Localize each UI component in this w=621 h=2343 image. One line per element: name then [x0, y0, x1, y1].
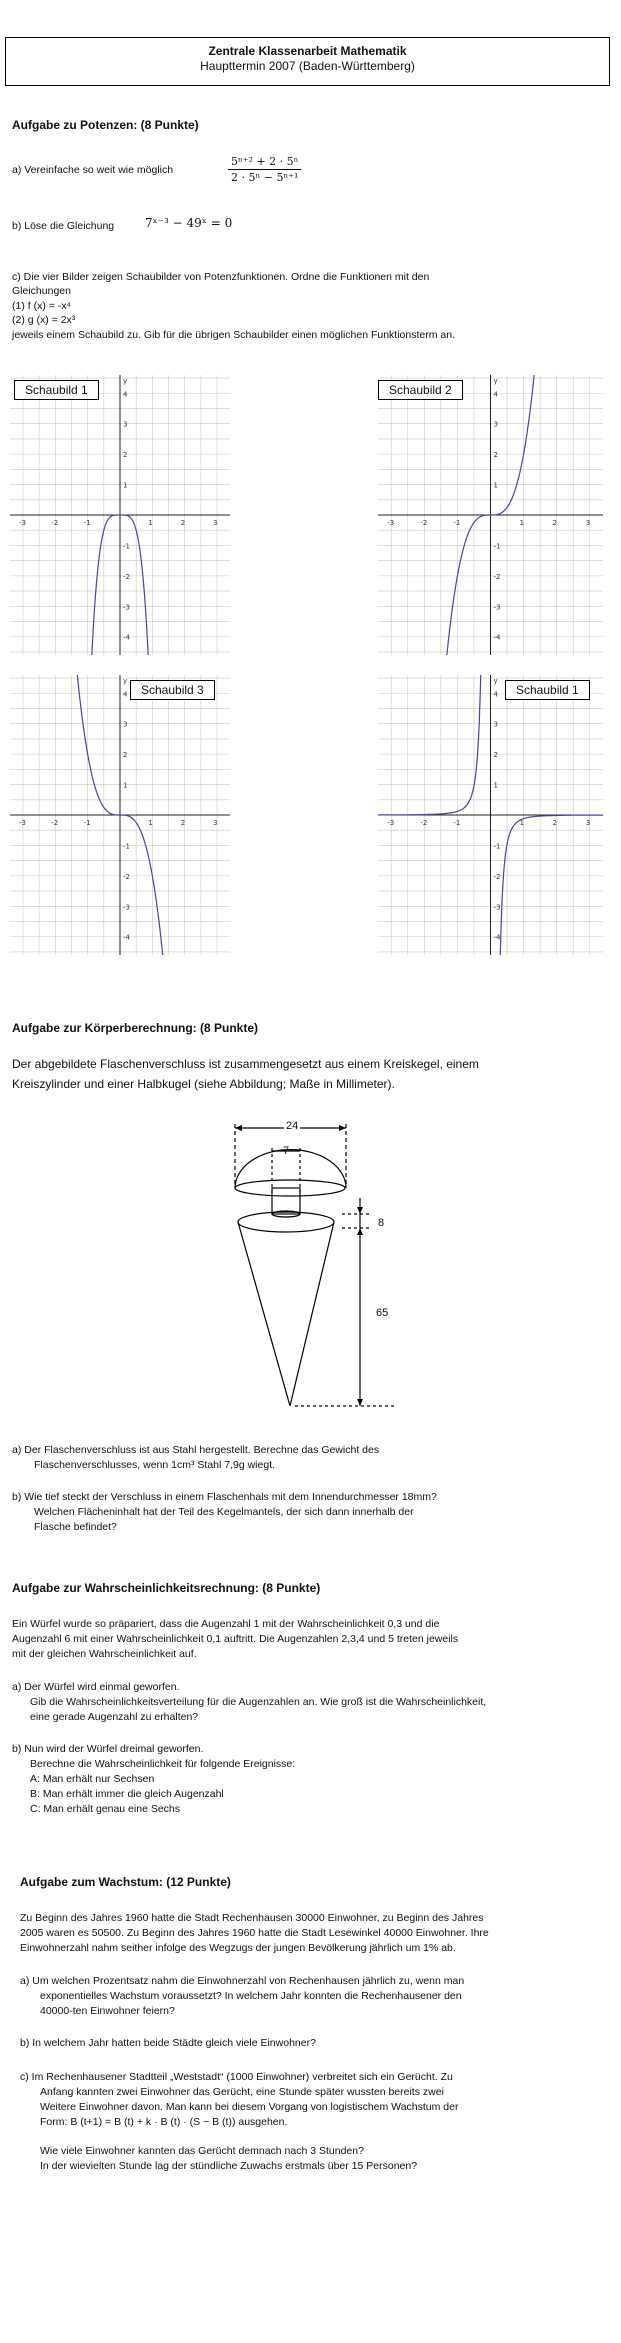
- x-tick-label: -1: [83, 819, 91, 827]
- x-tick-label: -2: [51, 819, 59, 827]
- dim-24: 24: [286, 1120, 299, 1132]
- ws-b-line4: B: Man erhält immer die gleich Augenzahl: [30, 1788, 224, 1800]
- y-tick-label: 4: [123, 390, 128, 399]
- header-box: [5, 37, 610, 86]
- y-tick-label: -1: [493, 542, 501, 551]
- x-tick-label: 3: [585, 819, 591, 827]
- fraction-denominator: 2 · 5ⁿ − 5ⁿ⁺¹: [231, 171, 299, 184]
- y-axis-label: y: [493, 377, 498, 385]
- potenzen-c-line1: c) Die vier Bilder zeigen Schaubilder von Potenzfunktionen. Ordne die Funktionen mit den: [12, 271, 430, 283]
- y-tick-label: -4: [123, 933, 130, 942]
- plot-schaubild-1: [10, 375, 230, 655]
- koerper-intro-1: Der abgebildete Flaschenverschluss ist zusammengesetzt aus einem Kreiskegel, einem: [12, 1057, 479, 1071]
- ws-intro-1: Ein Würfel wurde so präpariert, dass die Augenzahl 1 mit der Wahrscheinlichkeit 0,3 und die: [12, 1618, 440, 1630]
- potenzen-c-f2: (2) g (x) = 2x³: [12, 314, 76, 326]
- potenzen-c-line2: Gleichungen: [12, 285, 71, 297]
- y-tick-label: 4: [123, 690, 128, 699]
- y-tick-label: -1: [123, 842, 130, 851]
- potenzen-b-equation: 7ˣ⁻³ − 49ˣ = 0: [145, 216, 233, 230]
- x-tick-label: -2: [420, 519, 428, 527]
- fraction-numerator: 5ⁿ⁺² + 2 · 5ⁿ: [228, 155, 301, 170]
- x-tick-label: 2: [552, 819, 558, 827]
- graph-label-2: Schaubild 2: [378, 380, 463, 400]
- graph-label-3: Schaubild 3: [130, 680, 215, 700]
- ws-a-line1: a) Der Würfel wird einmal geworfen.: [12, 1681, 180, 1693]
- wachstum-c-line4: Form: B (t+1) = B (t) + k · B (t) · (S − B (t)) ausgehen.: [40, 2116, 288, 2128]
- potenzen-c-line3: jeweils einem Schaubild zu. Gib für die übrigen Schaubilder einen möglichen Funktionsterm an.: [12, 329, 455, 341]
- graph-label-1: Schaubild 1: [14, 380, 99, 400]
- x-tick-label: -1: [453, 519, 461, 527]
- x-tick-label: 2: [180, 519, 186, 527]
- ws-intro-2: Augenzahl 6 mit einer Wahrscheinlichkeit 0,1 auftritt. Die Augenzahlen 2,3,4 und 5 treten jeweils: [12, 1633, 459, 1645]
- y-tick-label: -2: [493, 872, 501, 881]
- wachstum-b-line1: b) In welchem Jahr hatten beide Städte gleich viele Einwohner?: [20, 2037, 316, 2049]
- x-tick-label: 1: [519, 819, 525, 827]
- koerper-b-line1: b) Wie tief steckt der Verschluss in einem Flaschenhals mit dem Innendurchmesser 18mm?: [12, 1491, 437, 1503]
- y-tick-label: 2: [123, 751, 128, 760]
- y-tick-label: -2: [493, 572, 501, 581]
- x-tick-label: 3: [585, 519, 591, 527]
- y-tick-label: -4: [493, 933, 501, 942]
- wachstum-c-line6: In der wievielten Stunde lag der stündliche Zuwachs erstmals über 15 Personen?: [40, 2160, 418, 2172]
- y-tick-label: 3: [123, 420, 128, 429]
- potenzen-a-label: a) Vereinfache so weit wie möglich: [12, 164, 174, 176]
- x-tick-label: 3: [213, 819, 218, 827]
- koerper-a-line2: Flaschenverschlusses, wenn 1cm³ Stahl 7,9g wiegt.: [34, 1459, 276, 1471]
- wachstum-c-line1: c) Im Rechenhausener Stadtteil „Weststadt“ (1000 Einwohner) verbreitet sich ein Gerücht. Zu: [20, 2071, 453, 2083]
- wachstum-c-line3: Weitere Einwohner davon. Man kann bei diesem Vorgang von logistischem Wachstum der: [40, 2101, 459, 2113]
- x-tick-label: 2: [180, 819, 186, 827]
- wachstum-a-line2: exponentielles Wachstum voraussetzt? In welchem Jahr konnten die Rechenhausener den: [40, 1990, 462, 2002]
- y-tick-label: 1: [123, 481, 128, 490]
- potenzen-c-f1: (1) f (x) = -x⁴: [12, 300, 72, 312]
- y-tick-label: -4: [123, 633, 130, 642]
- plot-schaubild-2: [378, 375, 603, 655]
- y-axis-label: y: [123, 677, 128, 685]
- y-axis-label: y: [123, 377, 128, 385]
- y-tick-label: 2: [123, 451, 128, 460]
- ws-b-line5: C: Man erhält genau eine Sechs: [30, 1803, 181, 1815]
- y-tick-label: -3: [123, 603, 130, 612]
- x-tick-label: -2: [420, 819, 428, 827]
- x-tick-label: -3: [18, 519, 26, 527]
- koerper-b-line2: Welchen Flächeninhalt hat der Teil des Kegelmantels, der sich dann innerhalb der: [34, 1506, 414, 1518]
- y-tick-label: 1: [123, 781, 128, 790]
- x-tick-label: -2: [51, 519, 59, 527]
- y-tick-label: -3: [493, 603, 501, 612]
- koerper-a-line1: a) Der Flaschenverschluss ist aus Stahl hergestellt. Berechne das Gewicht des: [12, 1444, 380, 1456]
- koerper-intro-2: Kreiszylinder und einer Halbkugel (siehe Abbildung; Maße in Millimeter).: [12, 1077, 395, 1091]
- potenzen-a-fraction: [228, 155, 301, 184]
- y-axis-label: y: [493, 677, 498, 685]
- wachstum-a-line3: 40000-ten Einwohner feiern?: [40, 2005, 175, 2017]
- header-subtitle: Haupttermin 2007 (Baden-Württemberg): [200, 59, 415, 73]
- y-tick-label: -3: [493, 903, 501, 912]
- ws-b-line3: A: Man erhält nur Sechsen: [30, 1773, 155, 1785]
- y-tick-label: 2: [493, 751, 498, 760]
- x-tick-label: -1: [453, 819, 461, 827]
- x-tick-label: 1: [148, 819, 153, 827]
- wachstum-intro-2: 2005 waren es 50500. Zu Beginn des Jahres 1960 hatte die Stadt Lesewinkel 40000 Einwohner. Ihre: [20, 1927, 489, 1939]
- wachstum-c-line2: Anfang kannten zwei Einwohner das Gerücht, eine Stunde später wussten bereits zwei: [40, 2086, 444, 2098]
- y-tick-label: 2: [493, 451, 498, 460]
- y-tick-label: 1: [493, 481, 498, 490]
- x-tick-label: 2: [552, 519, 558, 527]
- x-tick-label: 1: [519, 519, 525, 527]
- ws-intro-3: mit der gleichen Wahrscheinlichkeit auf.: [12, 1648, 197, 1660]
- y-tick-label: -3: [123, 903, 130, 912]
- x-tick-label: -3: [18, 819, 26, 827]
- y-tick-label: 4: [493, 390, 498, 399]
- ws-a-line3: eine gerade Augenzahl zu erhalten?: [30, 1711, 199, 1723]
- wachstum-a-line1: a) Um welchen Prozentsatz nahm die Einwohnerzahl von Rechenhausen jährlich zu, wenn man: [20, 1975, 465, 1987]
- y-tick-label: 1: [493, 781, 498, 790]
- wahrscheinlichkeit-title: Aufgabe zur Wahrscheinlichkeitsrechnung: (8 Punkte): [12, 1581, 321, 1595]
- dim-8: 8: [378, 1217, 385, 1229]
- plot-schaubild-3: [10, 675, 230, 955]
- header-title: Zentrale Klassenarbeit Mathematik: [208, 44, 407, 58]
- y-tick-label: 3: [493, 720, 498, 729]
- dim-65: 65: [376, 1307, 389, 1319]
- y-tick-label: -1: [123, 542, 130, 551]
- y-tick-label: 3: [493, 420, 498, 429]
- dim-7: 7: [283, 1145, 290, 1157]
- wachstum-c-line5: Wie viele Einwohner kannten das Gerücht demnach nach 3 Stunden?: [40, 2145, 364, 2157]
- y-tick-label: -2: [123, 872, 130, 881]
- plot-schaubild-4: [378, 675, 603, 955]
- koerper-b-line3: Flasche befindet?: [34, 1521, 117, 1533]
- graph-label-4: Schaubild 1: [505, 680, 590, 700]
- potenzen-title: Aufgabe zu Potenzen: (8 Punkte): [12, 118, 199, 132]
- bottle-cap-diagram: [220, 1118, 420, 1418]
- wachstum-title: Aufgabe zum Wachstum: (12 Punkte): [20, 1875, 231, 1889]
- ws-b-line2: Berechne die Wahrscheinlichkeit für folgende Ereignisse:: [30, 1758, 296, 1770]
- wachstum-intro-3: Einwohnerzahl nahm seither infolge des Wegzugs der jungen Bevölkerung jährlich um 1% ab.: [20, 1942, 456, 1954]
- ws-b-line1: b) Nun wird der Würfel dreimal geworfen.: [12, 1743, 204, 1755]
- x-tick-label: -3: [387, 819, 395, 827]
- x-tick-label: -3: [387, 519, 395, 527]
- x-tick-label: -1: [83, 519, 91, 527]
- y-tick-label: -2: [123, 572, 130, 581]
- y-tick-label: -4: [493, 633, 501, 642]
- koerper-title: Aufgabe zur Körperberechnung: (8 Punkte): [12, 1021, 259, 1035]
- x-tick-label: 3: [213, 519, 218, 527]
- y-tick-label: 3: [123, 720, 128, 729]
- x-tick-label: 1: [148, 519, 153, 527]
- y-tick-label: -1: [493, 842, 501, 851]
- potenzen-b-label: b) Löse die Gleichung: [12, 220, 115, 232]
- wachstum-intro-1: Zu Beginn des Jahres 1960 hatte die Stadt Rechenhausen 30000 Einwohner, zu Beginn des Jahres: [20, 1912, 484, 1924]
- y-tick-label: 4: [493, 690, 498, 699]
- ws-a-line2: Gib die Wahrscheinlichkeitsverteilung für die Augenzahlen an. Wie groß ist die Wahrscheinlichkeit,: [30, 1696, 487, 1708]
